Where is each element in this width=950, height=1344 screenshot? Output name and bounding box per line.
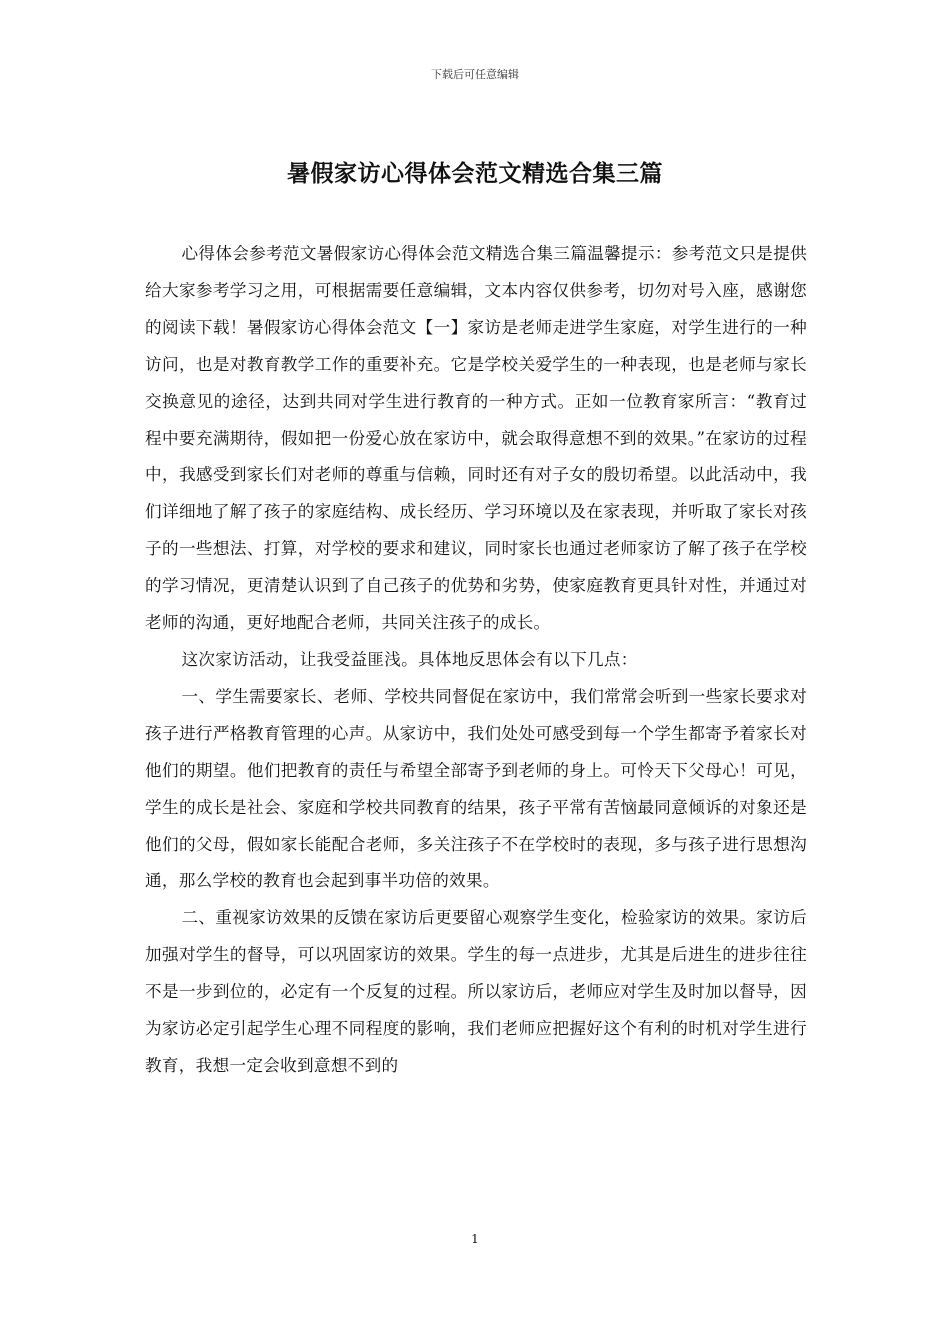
body-paragraph: 心得体会参考范文暑假家访心得体会范文精选合集三篇温馨提示：参考范文只是提供给大家参考学习之用，可根据需要任意编辑，文本内容仅供参考，切勿对号入座，感谢您的阅读下载！暑假家访心得体会范文【一】家访是老师走进学生家庭，对学生进行的一种访问，也是对教育教学工作的重要补充。它是学校关爱学生的一种表现，也是老师与家长交换意见的途径，达到共同对学生进行教育的一种方式。正如一位教育家所言：“教育过程中要充满期待，假如把一份爱心放在家访中，就会取得意想不到的效果。”在家访的过程中，我感受到家长们对老师的尊重与信赖，同时还有对子女的殷切希望。以此活动中，我们详细地了解了孩子的家庭结构、成长经历、学习环境以及在家表现，并听取了家长对孩子的一些想法、打算，对学校的要求和建议，同时家长也通过老师家访了解了孩子在学校的学习情况，更清楚认识到了自己孩子的优势和劣势，使家庭教育更具针对性，并通过对老师的沟通，更好地配合老师，共同关注孩子的成长。 [145,244,807,633]
body-paragraph: 二、重视家访效果的反馈在家访后更要留心观察学生变化，检验家访的效果。家访后加强对学生的督导，可以巩固家访的效果。学生的每一点进步，尤其是后进生的进步往往不是一步到位的，必定有一个反复的过程。所以家访后，老师应对学生及时加以督导，因为家访必定引起学生心理不同程度的影响，我们老师应把握好这个有利的时机对学生进行教育，我想一定会收到意想不到的 [145,908,807,1075]
body-paragraph: 一、学生需要家长、老师、学校共同督促在家访中，我们常常会听到一些家长要求对孩子进行严格教育管理的心声。从家访中，我们处处可感受到每一个学生都寄予着家长对他们的期望。他们把教育的责任与希望全部寄予到老师的身上。可怜天下父母心！可见，学生的成长是社会、家庭和学校共同教育的结果，孩子平常有苦恼最同意倾诉的对象还是他们的父母，假如家长能配合老师，多关注孩子不在学校时的表现，多与孩子进行思想沟通，那么学校的教育也会起到事半功倍的效果。 [145,686,807,891]
body-paragraph: 这次家访活动，让我受益匪浅。具体地反思体会有以下几点： [181,649,638,669]
document-body [145,236,807,1085]
document-title: 暑假家访心得体会范文精选合集三篇 [287,160,663,187]
header-note: 下载后可任意编辑 [431,68,519,81]
page-number: 1 [471,1232,479,1246]
